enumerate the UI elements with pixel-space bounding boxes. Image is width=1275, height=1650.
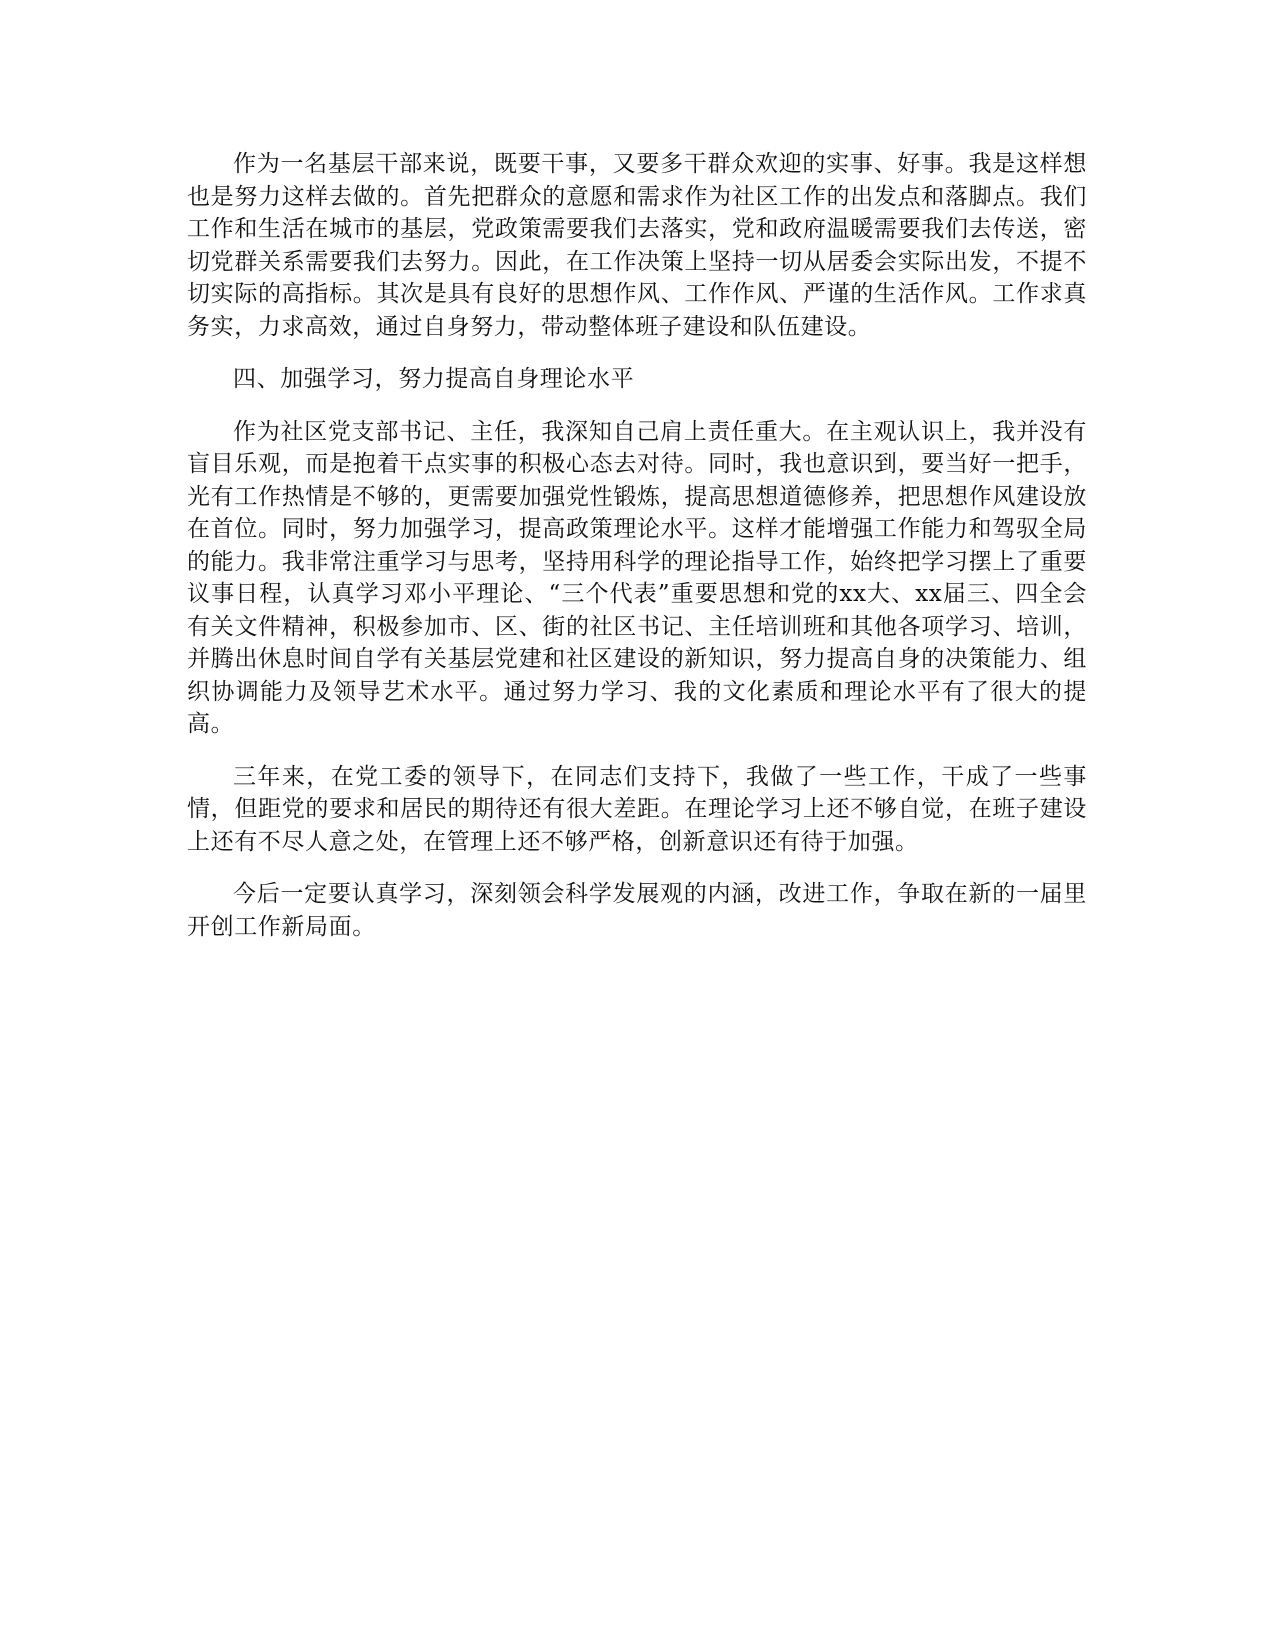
section-heading-four: 四、加强学习，努力提高自身理论水平	[233, 366, 635, 392]
paragraph-work-style: 作为一名基层干部来说，既要干事，又要多干群众欢迎的实事、好事。我是这样想也是努力这样去做的。首先把群众的意愿和需求作为社区工作的出发点和落脚点。我们工作和生活在城市的基层，党政策需要我们去落实，党和政府温暖需要我们去传送，密切党群关系需要我们去努力。因此，在工作决策上坚持一切从居委会实际出发，不提不切实际的高指标。其次是具有良好的思想作风、工作作风、严谨的生活作风。工作求真务实，力求高效，通过自身努力，带动整体班子建设和队伍建设。	[187, 151, 1087, 340]
paragraph-three-years: 三年来，在党工委的领导下，在同志们支持下，我做了一些工作，干成了一些事情，但距党的要求和居民的期待还有很大差距。在理论学习上还不够自觉，在班子建设上还有不尽人意之处，在管理上还不够严格，创新意识还有待于加强。	[187, 763, 1087, 855]
paragraph-future: 今后一定要认真学习，深刻领会科学发展观的内涵，改进工作，争取在新的一届里开创工作新局面。	[187, 881, 1087, 940]
document-page	[187, 148, 1087, 963]
paragraph-study: 作为社区党支部书记、主任，我深知自己肩上责任重大。在主观认识上，我并没有盲目乐观，而是抱着干点实事的积极心态去对待。同时，我也意识到，要当好一把手，光有工作热情是不够的，更需要加强党性锻炼，提高思想道德修养，把思想作风建设放在首位。同时，努力加强学习，提高政策理论水平。这样才能增强工作能力和驾驭全局的能力。我非常注重学习与思考，坚持用科学的理论指导工作，始终把学习摆上了重要议事日程，认真学习邓小平理论、“三个代表”重要思想和党的xx大、xx届三、四全会有关文件精神，积极参加市、区、街的社区书记、主任培训班和其他各项学习、培训，并腾出休息时间自学有关基层党建和社区建设的新知识，努力提高自身的决策能力、组织协调能力及领导艺术水平。通过努力学习、我的文化素质和理论水平有了很大的提高。	[187, 418, 1087, 737]
